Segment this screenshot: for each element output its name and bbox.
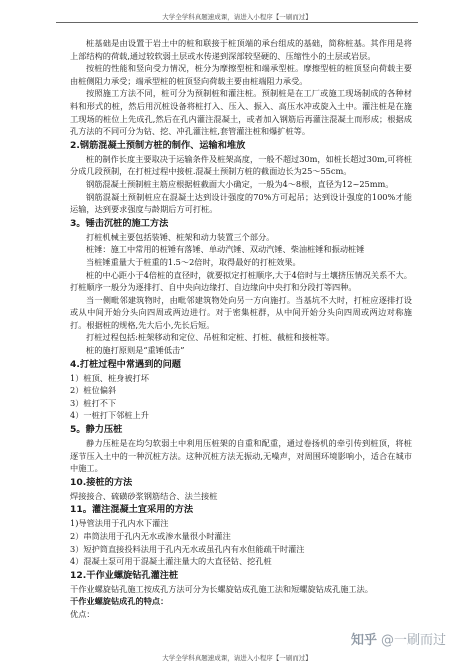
paragraph: 桩锤：施工中常用的桩锤有落锤、单动汽锤、双动汽锤、柴油桩锤和振动桩锤	[86, 244, 365, 255]
list-item: 优点：	[70, 608, 95, 619]
list-item: 4）混凝土泵可用于混凝土灌注量大的大直径钻、挖孔桩	[70, 556, 272, 567]
section-heading: 12.干作业螺旋钻孔灌注桩	[70, 569, 179, 581]
paragraph: 按桩的性能和竖向受力情况，桩分为摩擦型桩和端承型桩。摩擦型桩的桩顶竖向荷载主要由桩侧阻力承受；端承型桩的桩顶竖向荷载主要由桩端阻力承受。	[70, 63, 412, 86]
zhihu-logo: 知乎	[350, 633, 377, 648]
list-item: 1)导管法用于孔内水下灌注	[70, 518, 169, 529]
list-item: 焊接接合、硫磺砂浆钢筋结合、法兰接桩	[70, 490, 218, 501]
paragraph: 桩基础是由设置于岩土中的桩和联接于桩顶端的承台组成的基础，简称桩基。其作用是将上部结构的荷载,通过较软弱土层或水传递到深部较坚硬的、压缩性小的土层或岩层。	[70, 38, 412, 61]
list-item: 1）桩顶、桩身被打坏	[70, 372, 149, 383]
header-divider	[56, 22, 418, 23]
list-item: 干作业螺旋钻孔施工按成孔方法可分为长螺旋钻成孔施工法和短螺旋钻成孔施工法。	[70, 583, 373, 594]
list-item: 3）短护筒直接投料法用于孔内无水或虽孔内有水但能疏干时灌注	[70, 543, 305, 554]
paragraph: 当一侧毗邻建筑物时，由毗邻建筑物处向另一方向施打。当基坑不大时，打桩应逐排打设或从中间开始分头向四周或两边进行。对于密集桩群，从中间开始分头向四周或两边对称施打。根据桩的规格,先大后小,先长后短。	[70, 294, 412, 330]
watermark-handle: @一刷而过	[380, 633, 446, 648]
section-heading: 10.接桩的方法	[70, 476, 133, 488]
section-heading: 2.钢筋混凝土预制方桩的制作、运输和堆放	[70, 139, 246, 151]
paragraph: 按照施工方法不同，桩可分为预制桩和灌注桩。预制桩是在工厂或施工现场制成的各种材料和形式的桩，然后用沉桩设备将桩打入、压入、振入、高压水冲或旋入土中。灌注桩是在施工现场的桩位上先成孔,然后在孔内灌注混凝土，或者加入钢筋后再灌注混凝土而形成；根据成孔方法的不同可分为钻、挖、冲孔灌注桩,套管灌注桩和爆扩桩等。	[70, 88, 412, 137]
subheading: 干作业螺旋钻成孔的特点：	[70, 596, 169, 607]
list-item: 4）一桩打下邻桩上升	[70, 410, 149, 421]
paragraph: 钢筋混凝土预制桩主筋应根据桩截面大小确定，一般为4～8根，直径为12~25mm。	[86, 178, 394, 189]
paragraph: 桩的施打原则是“重锤低击”	[86, 345, 185, 356]
paragraph: 打桩机械主要包括装锤、桩架和动力装置三个部分。	[86, 231, 275, 242]
watermark	[351, 629, 446, 648]
paragraph: 桩的中心距小于4倍桩的直径时，就要拟定打桩顺序,大于4倍时与土壤挤压情况关系不大。打桩顺序一般分为逐排打、自中央向边缘打、自边缘向中央打和分段打等四种。	[70, 269, 412, 293]
document-body	[70, 37, 412, 621]
page-header	[0, 0, 474, 40]
section-heading: 11。灌注混凝土宜采用的方法	[70, 504, 194, 516]
section-heading: 5。静力压桩	[70, 424, 123, 436]
paragraph: 桩的制作长度主要取决于运输条件及桩架高度，一般不超过30m，如桩长超过30m,可将桩分成几段预制，在打桩过程中接桩.混凝土预制方桩的截面边长为25～55cm。	[70, 153, 412, 177]
paragraph: 钢筋混凝土预制桩应在混凝土达到设计强度的70%方可起吊；达到设计强度的100%才能运输，达到要求强度与龄期后方可打桩。	[70, 191, 412, 215]
list-item: 2）串筒法用于孔内无水或渗水量很小时灌注	[70, 531, 231, 541]
paragraph: 打桩过程包括:桩架移动和定位、吊桩和定桩、打桩、截桩和接桩等。	[86, 332, 335, 343]
header-text: 大学全学科真题速成课，请进入小程序【一刷而过】	[162, 13, 312, 21]
list-item: 3）桩打不下	[70, 397, 117, 408]
paragraph: 静力压桩是在均匀软弱土中利用压桩架的自重和配重，通过卷扬机的牵引传到桩顶，将桩逐节压入土中的一种沉桩方法。这种沉桩方法无振动,无噪声，对周围环境影响小，适合在城市中施工。	[70, 438, 412, 474]
list-item: 2）桩位偏斜	[70, 385, 117, 396]
footer-text: 大学全学科真题速成课，请进入小程序【一刷而过】	[162, 654, 312, 662]
section-heading: 3。锤击沉桩的施工方法	[70, 217, 169, 229]
paragraph: 当桩锤重量大于桩重的1.5～2倍时，取得最好的打桩效果。	[86, 256, 301, 267]
section-heading: 4.打桩过程中常遇到的问题	[70, 358, 181, 370]
